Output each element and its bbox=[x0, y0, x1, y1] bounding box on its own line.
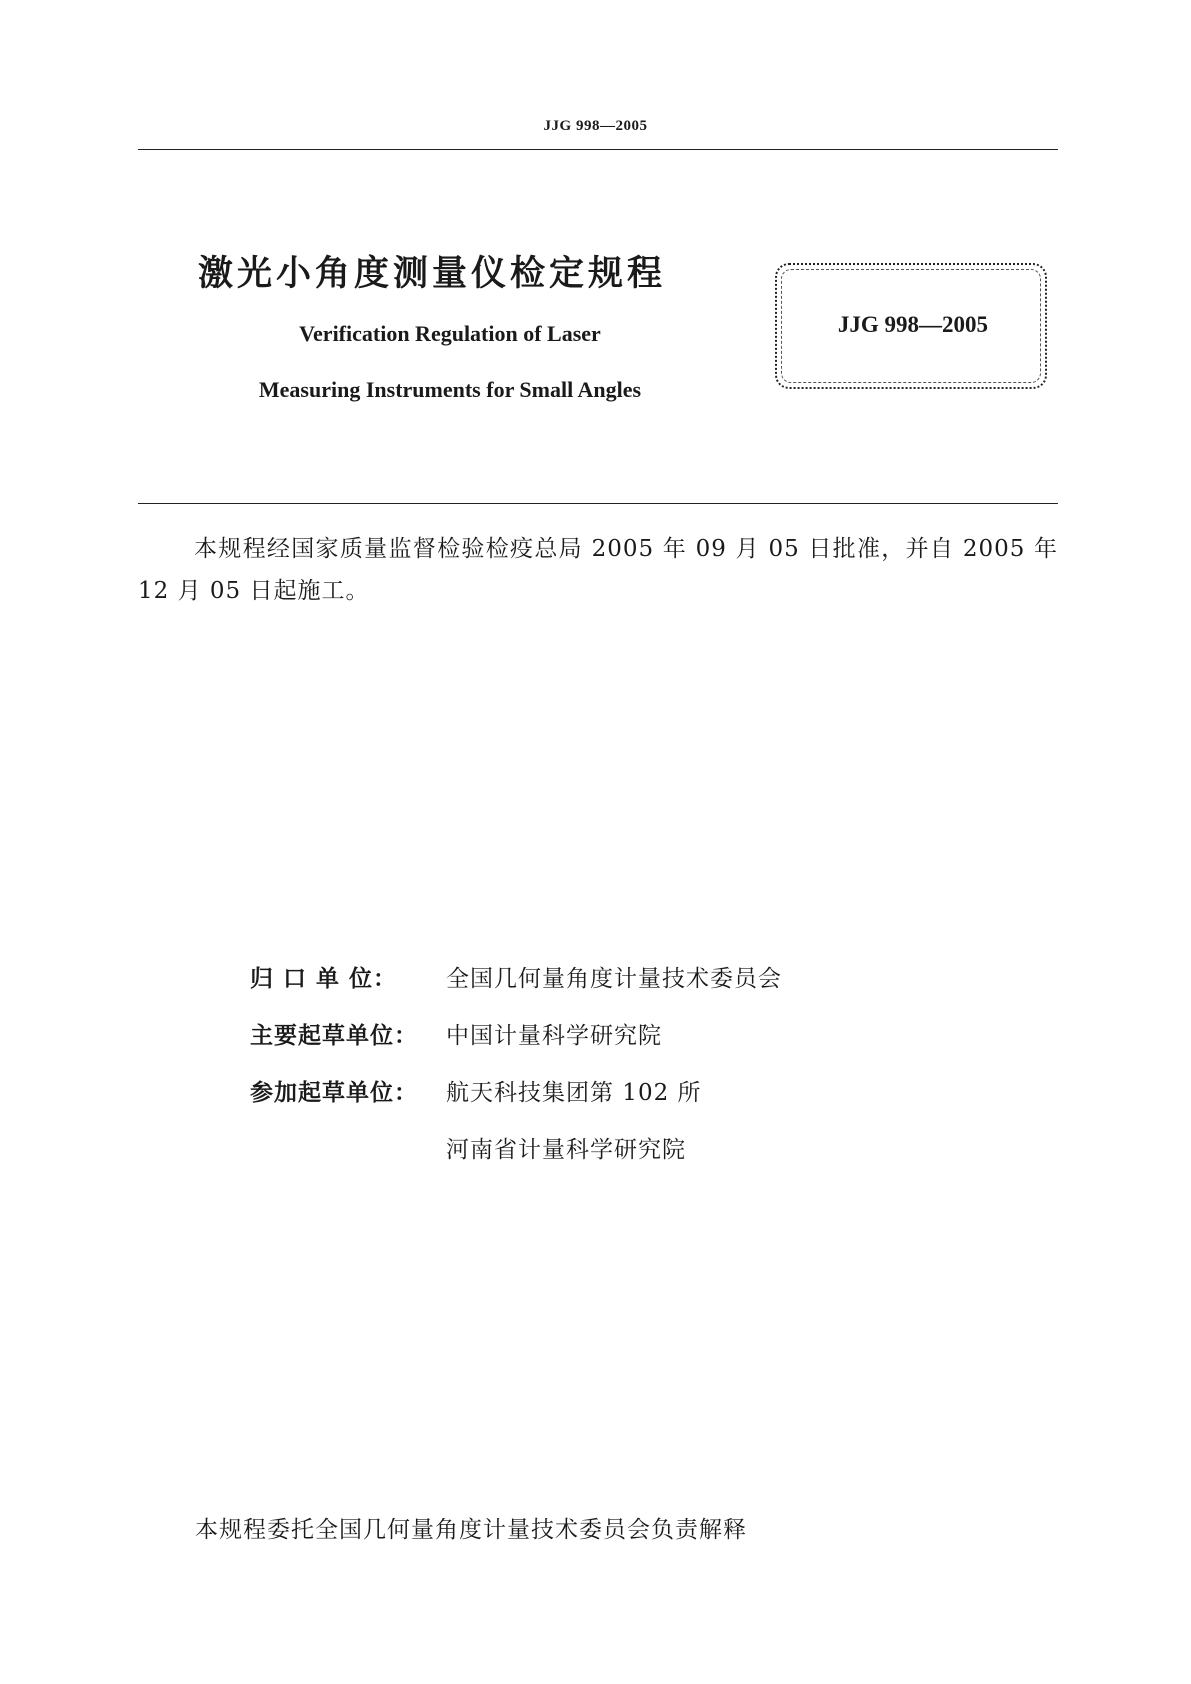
section-rule bbox=[138, 503, 1058, 504]
title-english-line1: Verification Regulation of Laser bbox=[299, 321, 601, 346]
unit-row-participating-drafter-2 bbox=[250, 1119, 782, 1176]
unit-value: 全国几何量角度计量技术委员会 bbox=[446, 966, 782, 992]
unit-label: 主要起草单位： bbox=[250, 1023, 418, 1049]
unit-value: 河南省计量科学研究院 bbox=[446, 1137, 686, 1163]
standard-code: JJG 998—2005 bbox=[837, 312, 989, 337]
approval-statement: 本规程经国家质量监督检验检疫总局 2005 年 09 月 05 日批准，并自 2005 年 12 月 05 日起施工。 bbox=[138, 536, 1058, 604]
unit-row-main-drafter bbox=[250, 1005, 782, 1062]
title-chinese: 激光小角度测量仪检定规程 bbox=[198, 254, 667, 294]
unit-row-participating-drafter bbox=[250, 1062, 782, 1119]
unit-value: 航天科技集团第 102 所 bbox=[446, 1080, 702, 1106]
header-rule bbox=[138, 149, 1058, 150]
drafting-units bbox=[250, 948, 782, 1176]
header-standard-code: JJG 998—2005 bbox=[543, 118, 648, 134]
unit-row-responsible bbox=[250, 948, 782, 1005]
footer-note: 本规程委托全国几何量角度计量技术委员会负责解释 bbox=[195, 1517, 747, 1543]
standard-code-box bbox=[775, 263, 1047, 389]
unit-value: 中国计量科学研究院 bbox=[446, 1023, 662, 1049]
title-english-line2: Measuring Instruments for Small Angles bbox=[258, 377, 642, 402]
unit-label: 参加起草单位： bbox=[250, 1080, 418, 1106]
unit-label: 归 口 单 位： bbox=[250, 966, 398, 992]
